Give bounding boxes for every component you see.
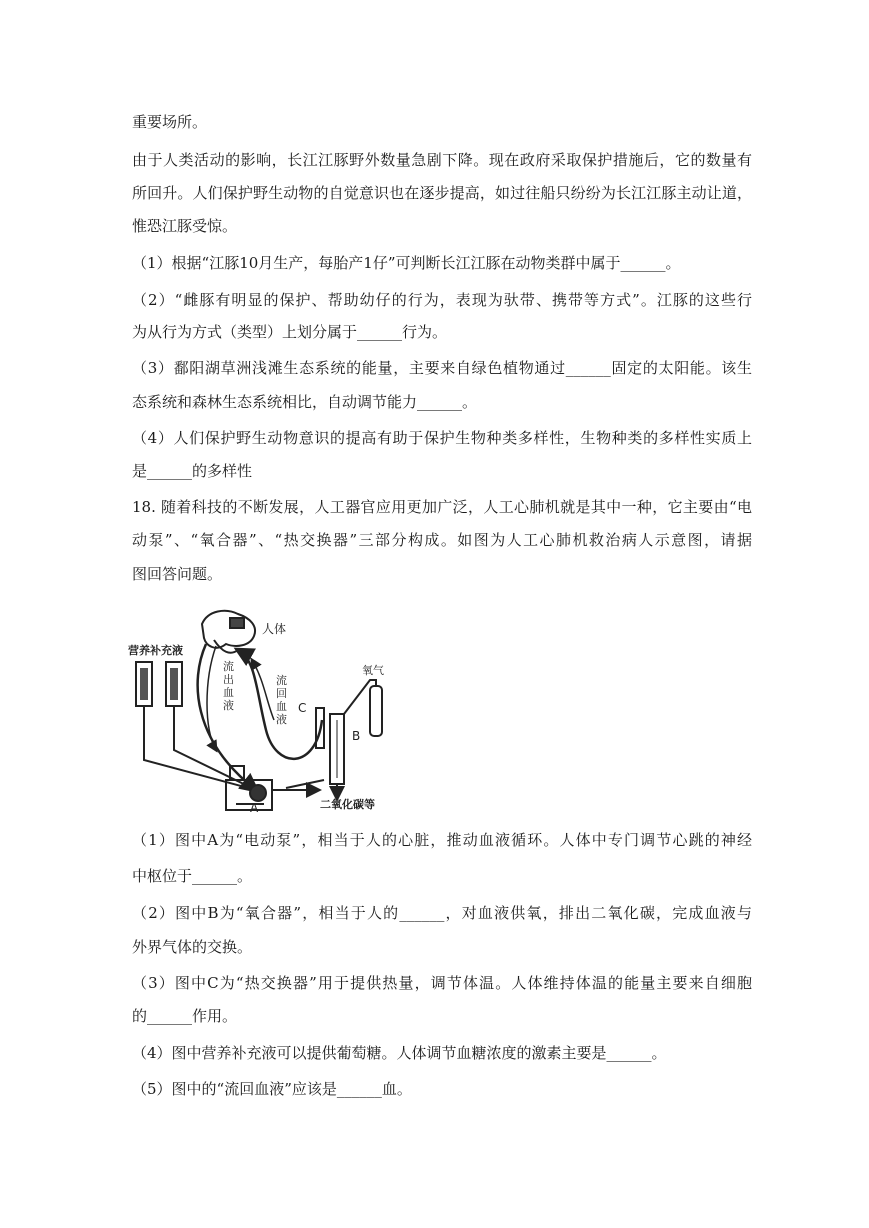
question-18-4: （4）图中营养补充液可以提供葡萄糖。人体调节血糖浓度的激素主要是______。 [132, 1044, 667, 1062]
text-line: 动泵”、“氧合器”、“热交换器”三部分构成。如图为人工心肺机救治病人示意图，请据 [132, 531, 752, 549]
text-line: 外界气体的交换。 [132, 938, 253, 956]
text-line: 重要场所。 [132, 113, 208, 131]
question-1-1: （1）根据“江豚10月生产，每胎产1仔”可判断长江江豚在动物类群中属于______。 [132, 254, 681, 272]
text-line: 是______的多样性 [132, 462, 253, 480]
label-nutrient: 营养补充液 [128, 644, 183, 657]
text-line: 为从行为方式（类型）上划分属于______行为。 [132, 323, 448, 341]
question-18-5: （5）图中的“流回血液”应该是______血。 [132, 1080, 412, 1098]
question-1-4: （4）人们保护野生动物意识的提高有助于保护生物种类多样性，生物种类的多样性实质上 [132, 429, 752, 447]
diagram-svg [126, 600, 396, 812]
label-a: A [250, 801, 259, 812]
question-18-1: （1）图中A为“电动泵”，相当于人的心脏，推动血液循环。人体中专门调节心跳的神经 [132, 831, 752, 849]
label-body: 人体 [262, 622, 287, 636]
label-return: 流回血液 [276, 674, 287, 726]
tube [286, 780, 324, 788]
nutrient-bag-label [170, 668, 178, 700]
label-oxygen: 氧气 [362, 664, 384, 677]
heart-lung-machine-diagram [126, 600, 396, 812]
oxygen-tank [370, 686, 382, 736]
question-1-3: （3）鄱阳湖草洲浅滩生态系统的能量，主要来自绿色植物通过______固定的太阳能。该生 [132, 359, 752, 377]
text-line: 所回升。人们保护野生动物的自觉意识也在逐步提高，如过往船只纷纷为长江江豚主动让道， [132, 184, 752, 202]
label-outflow: 流出血液 [223, 660, 234, 712]
oxygen-tube [344, 680, 376, 714]
label-co2: 二氧化碳等 [320, 798, 375, 811]
text-line: 图回答问题。 [132, 565, 223, 583]
text-line: 由于人类活动的影响，长江江豚野外数量急剧下降。现在政府采取保护措施后，它的数量有 [132, 151, 752, 169]
text-line: 态系统和森林生态系统相比，自动调节能力______。 [132, 393, 478, 411]
nutrient-tube [144, 706, 256, 790]
question-18-2: （2）图中B为“氧合器”，相当于人的______，对血液供氧，排出二氧化碳，完成血液与 [132, 904, 752, 922]
label-b: B [352, 729, 361, 743]
text-line: 的______作用。 [132, 1007, 238, 1025]
question-1-2: （2）“雌豚有明显的保护、帮助幼仔的行为，表现为驮带、携带等方式”。江豚的这些行 [132, 291, 752, 309]
question-18-intro: 18. 随着科技的不断发展，人工器官应用更加广泛，人工心肺机就是其中一种，它主要由“电 [132, 498, 752, 516]
text-line: 中枢位于______。 [132, 867, 253, 885]
question-18-3: （3）图中C为“热交换器”用于提供热量，调节体温。人体维持体温的能量主要来自细胞 [132, 974, 752, 992]
svg-text:流出血液 [223, 659, 234, 712]
text-line: 惟恐江豚受惊。 [132, 217, 238, 235]
svg-text:流回血液 [276, 673, 287, 726]
human-body-figure [202, 611, 255, 653]
nutrient-bag-label [140, 668, 148, 700]
label-c: C [298, 701, 307, 715]
